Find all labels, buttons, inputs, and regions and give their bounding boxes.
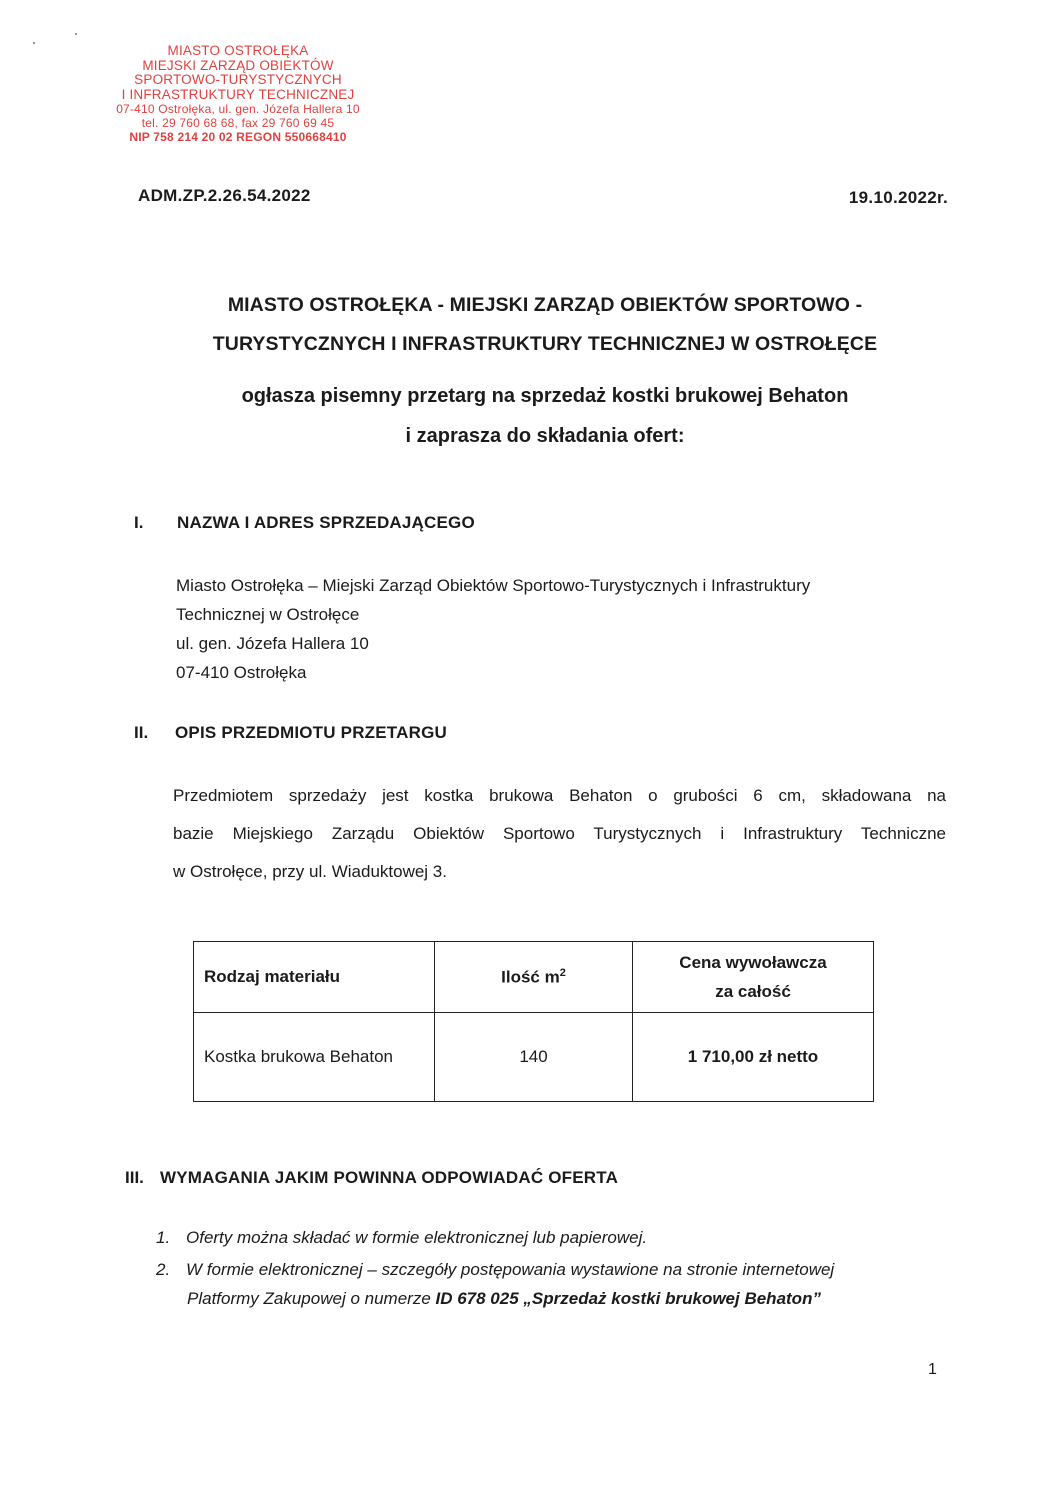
- header-price: [633, 942, 874, 1013]
- offer-table: [193, 941, 874, 1102]
- stamp-line: MIASTO OSTROŁĘKA: [167, 43, 309, 58]
- section-number: III.: [125, 1168, 144, 1187]
- address-line: ul. gen. Józefa Hallera 10: [176, 634, 369, 653]
- list-item: [156, 1222, 647, 1254]
- page-number: 1: [928, 1361, 937, 1378]
- list-item-number: 2.: [156, 1260, 171, 1279]
- list-item-number: 1.: [156, 1228, 171, 1247]
- address-line: 07-410 Ostrołęka: [176, 663, 307, 682]
- scan-speck: [75, 33, 77, 35]
- address-line: Miasto Ostrołęka – Miejski Zarząd Obiektów Sportowo-Turystycznych i Infrastruktury: [176, 576, 811, 595]
- paragraph-line: bazie Miejskiego Zarządu Obiektów Sportowo Turystycznych i Infrastruktury Techniczne: [173, 824, 946, 843]
- header-price-line: za całość: [715, 982, 791, 1001]
- cell-price: 1 710,00 zł netto: [633, 1013, 874, 1102]
- paragraph-line: w Ostrołęce, przy ul. Wiaduktowej 3.: [173, 862, 447, 881]
- header-material: Rodzaj materiału: [194, 942, 435, 1013]
- section-number: II.: [134, 723, 149, 742]
- stamp-line: 07-410 Ostrołęka, ul. gen. Józefa Hallera 10: [116, 102, 360, 116]
- list-item-text: W formie elektronicznej – szczegóły postępowania wystawione na stronie internetowej: [186, 1260, 835, 1279]
- auction-id-text: ID 678 025 „Sprzedaż kostki brukowej Behaton”: [435, 1289, 821, 1308]
- stamp-line: tel. 29 760 68 68, fax 29 760 69 45: [141, 116, 335, 130]
- cell-quantity: 140: [435, 1013, 633, 1102]
- organization-stamp: [88, 44, 388, 145]
- list-item: [156, 1254, 834, 1286]
- header-quantity-sup: 2: [559, 966, 566, 979]
- cell-material: Kostka brukowa Behaton: [194, 1013, 435, 1102]
- stamp-line: NIP 758 214 20 02 REGON 550668410: [129, 130, 347, 144]
- section-heading: OPIS PRZEDMIOTU PRZETARGU: [175, 723, 447, 742]
- section-number: I.: [134, 513, 144, 532]
- announcement-line: i zaprasza do składania ofert:: [405, 425, 685, 447]
- subject-description: [173, 777, 946, 891]
- list-item-text: Oferty można składać w formie elektronicznej lub papierowej.: [186, 1228, 648, 1247]
- document-title-line: MIASTO OSTROŁĘKA - MIEJSKI ZARZĄD OBIEKTÓW SPORTOWO -: [227, 294, 863, 316]
- section-heading: WYMAGANIA JAKIM POWINNA ODPOWIADAĆ OFERTA: [160, 1168, 619, 1187]
- scan-speck: [33, 42, 35, 44]
- table-row: [194, 1013, 874, 1102]
- paragraph-line: Przedmiotem sprzedaży jest kostka brukowa Behaton o grubości 6 cm, składowana na: [173, 786, 946, 805]
- section-heading: NAZWA I ADRES SPRZEDAJĄCEGO: [177, 513, 475, 532]
- stamp-line: I INFRASTRUKTURY TECHNICZNEJ: [121, 86, 355, 102]
- reference-number: ADM.ZP.2.26.54.2022: [138, 186, 311, 205]
- header-price-line: Cena wywoławcza: [679, 953, 827, 972]
- stamp-line: MIEJSKI ZARZĄD OBIEKTÓW: [142, 57, 334, 73]
- header-quantity-label: Ilość m: [501, 967, 560, 987]
- continuation-text: Platformy Zakupowej o numerze: [187, 1289, 436, 1308]
- stamp-line: SPORTOWO-TURYSTYCZNYCH: [134, 72, 342, 87]
- document-date: 19.10.2022r.: [848, 188, 948, 207]
- seller-address: [176, 571, 810, 687]
- list-item-continuation: [187, 1289, 821, 1309]
- table-header-row: [194, 942, 874, 1013]
- announcement-line: ogłasza pisemny przetarg na sprzedaż kostki brukowej Behaton: [241, 385, 849, 407]
- document-title-line: TURYSTYCZNYCH I INFRASTRUKTURY TECHNICZNEJ W OSTROŁĘCE: [212, 333, 878, 355]
- header-quantity: [435, 942, 633, 1013]
- address-line: Technicznej w Ostrołęce: [176, 605, 360, 624]
